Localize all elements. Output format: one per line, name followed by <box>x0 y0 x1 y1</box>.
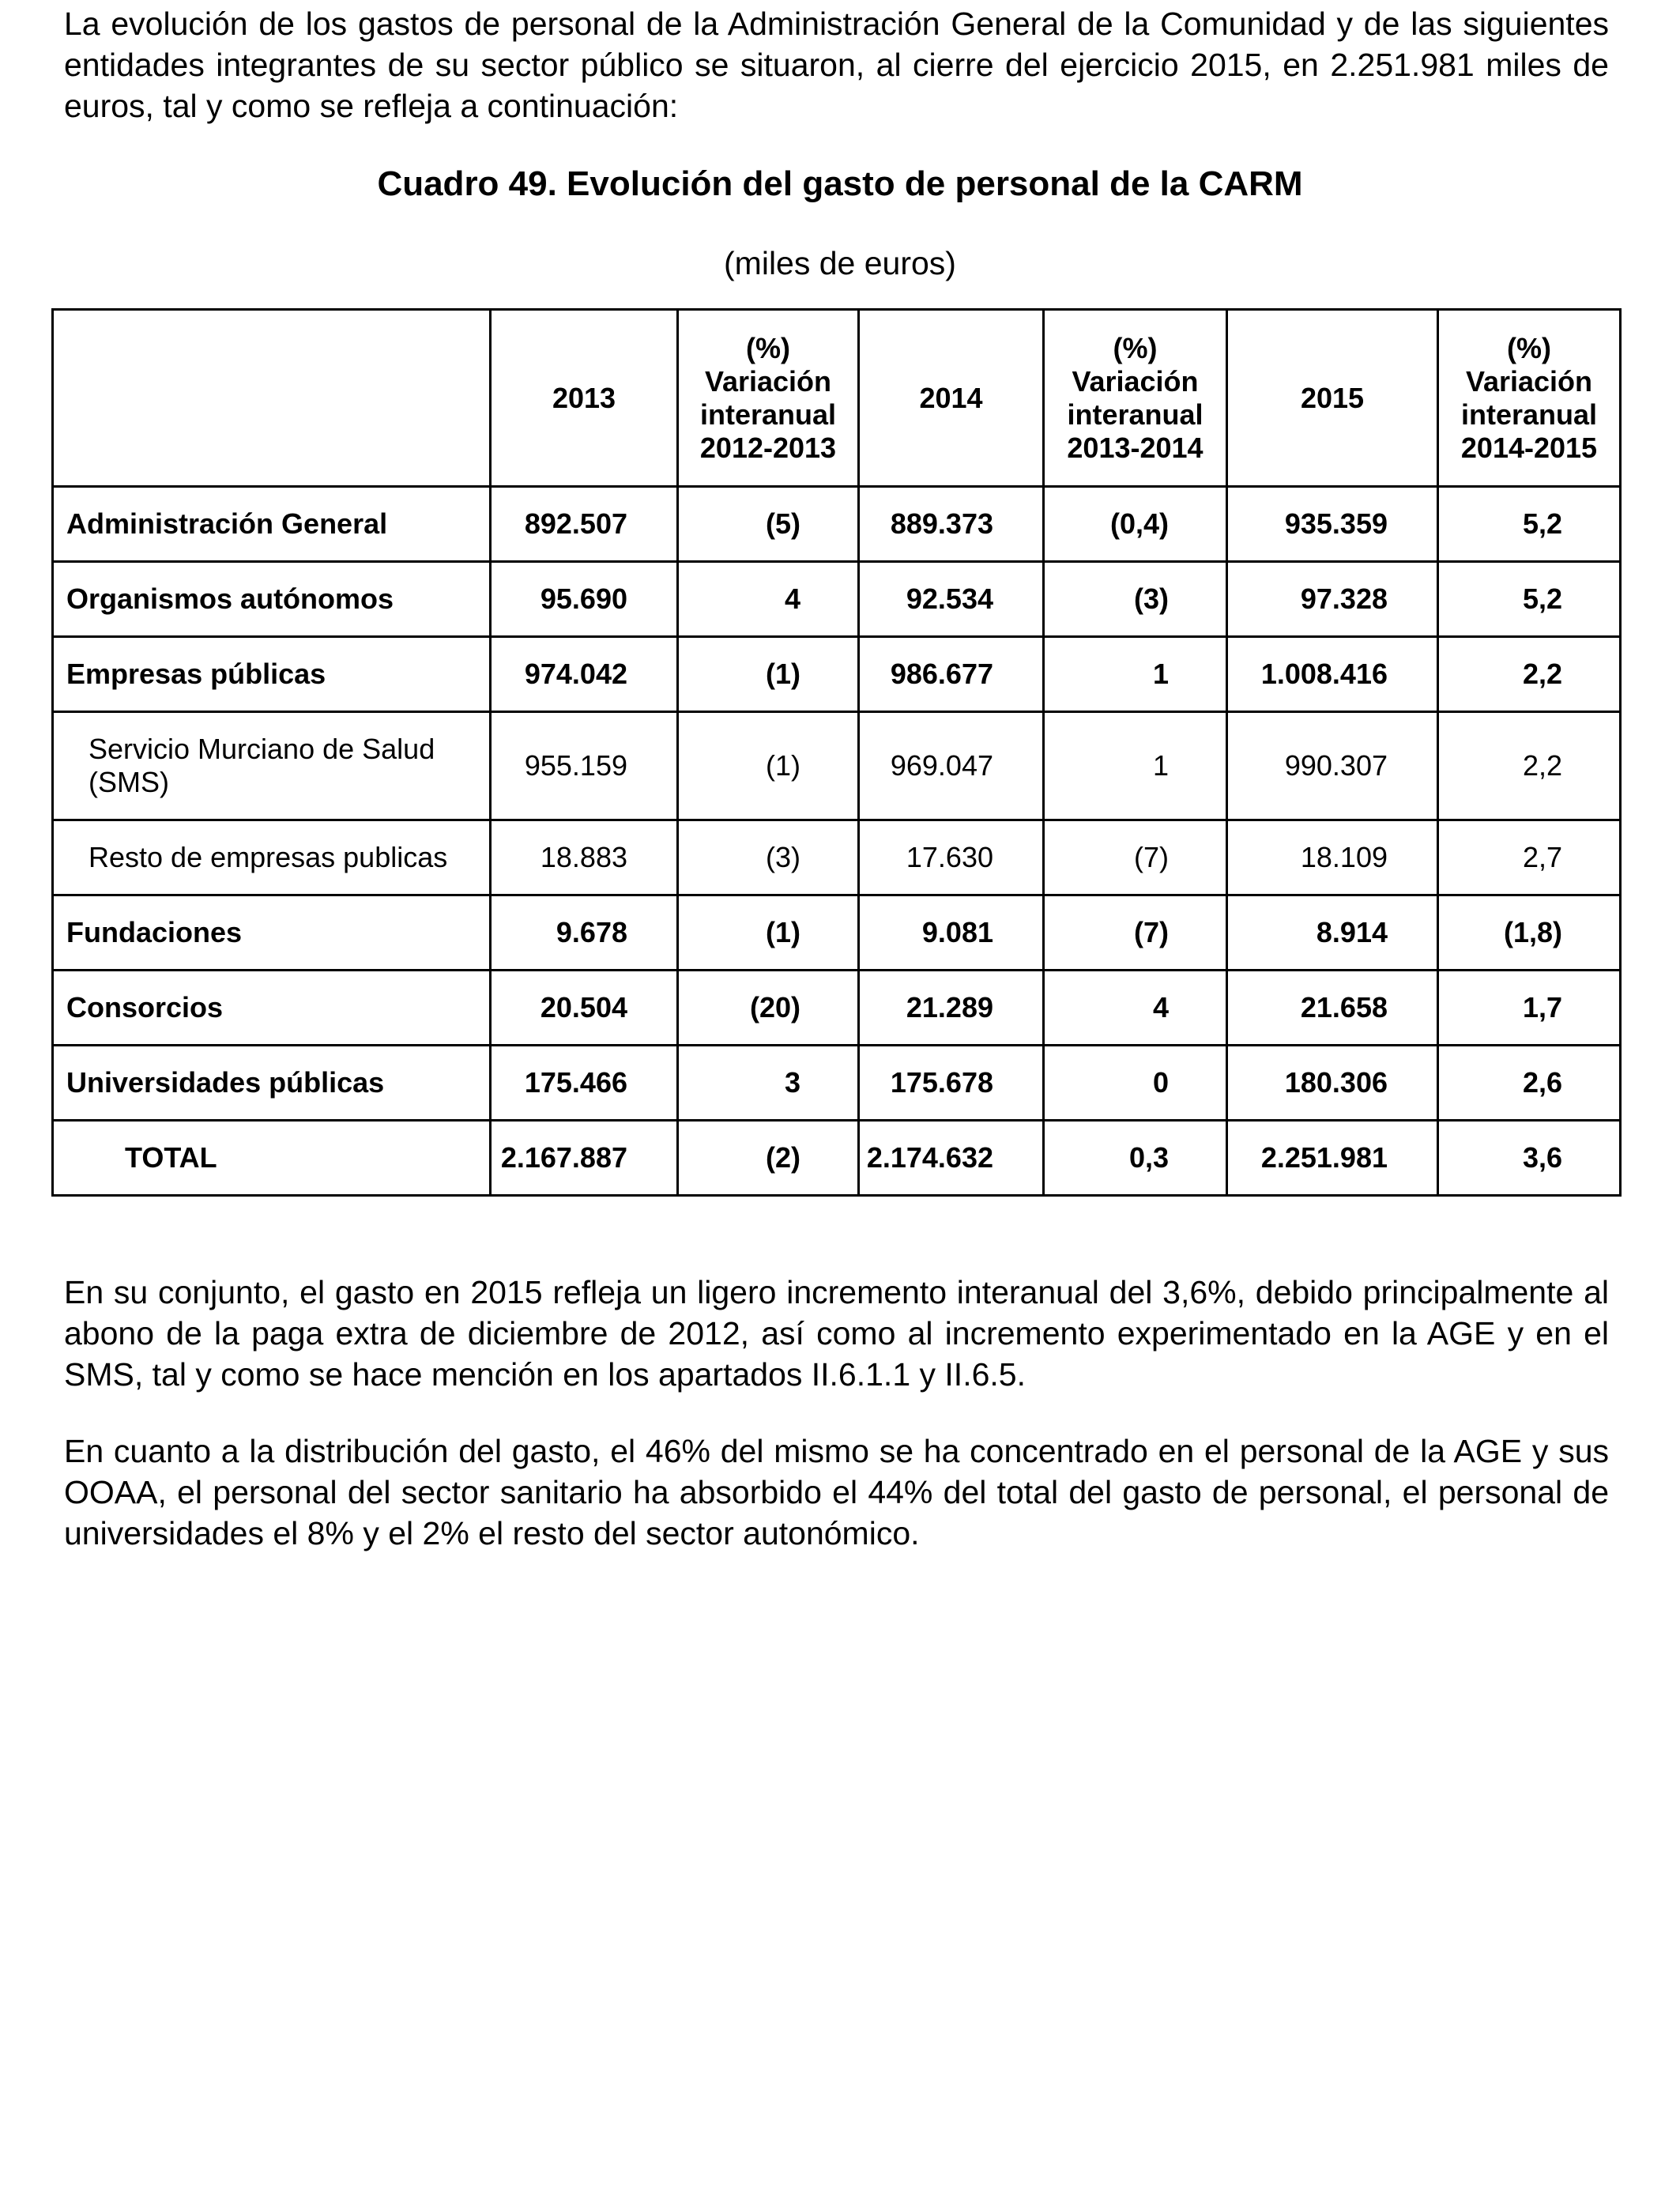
cell-2015: 2.251.981 <box>1227 1121 1438 1196</box>
row-label: Empresas públicas <box>53 637 491 712</box>
table-row <box>53 895 1621 971</box>
cell-var-2013-2014: (7) <box>1044 820 1227 895</box>
cell-var-2012-2013: (5) <box>678 487 859 562</box>
cell-2014: 175.678 <box>859 1046 1044 1121</box>
cell-2013: 95.690 <box>491 562 678 637</box>
header-2014: 2014 <box>859 310 1044 487</box>
cell-2013: 955.159 <box>491 712 678 820</box>
cell-var-2012-2013: (1) <box>678 637 859 712</box>
cell-2013: 18.883 <box>491 820 678 895</box>
header-var-line: 2014-2015 <box>1460 431 1598 464</box>
header-var-line: interanual <box>699 398 837 431</box>
cell-2013: 892.507 <box>491 487 678 562</box>
row-label: Servicio Murciano de Salud (SMS) <box>53 712 491 820</box>
cell-2014: 2.174.632 <box>859 1121 1044 1196</box>
cell-2014: 17.630 <box>859 820 1044 895</box>
cell-2015: 21.658 <box>1227 971 1438 1046</box>
cell-2015: 18.109 <box>1227 820 1438 895</box>
row-label: Administración General <box>53 487 491 562</box>
cell-var-2012-2013: (1) <box>678 712 859 820</box>
header-var-2014-2015 <box>1438 310 1621 487</box>
cell-var-2013-2014: 1 <box>1044 712 1227 820</box>
row-label: Fundaciones <box>53 895 491 971</box>
cell-var-2012-2013: (2) <box>678 1121 859 1196</box>
header-2013: 2013 <box>491 310 678 487</box>
row-label: TOTAL <box>53 1121 491 1196</box>
header-var-line: interanual <box>1460 398 1598 431</box>
cell-2015: 97.328 <box>1227 562 1438 637</box>
cell-2014: 92.534 <box>859 562 1044 637</box>
table-row <box>53 712 1621 820</box>
table-row <box>53 562 1621 637</box>
header-entity <box>53 310 491 487</box>
cell-2015: 8.914 <box>1227 895 1438 971</box>
cell-var-2013-2014: 4 <box>1044 971 1227 1046</box>
table-row <box>53 820 1621 895</box>
cell-2015: 1.008.416 <box>1227 637 1438 712</box>
cell-var-2012-2013: (3) <box>678 820 859 895</box>
table-units: (miles de euros) <box>724 245 956 281</box>
cell-var-2014-2015: 2,7 <box>1438 820 1621 895</box>
cell-var-2013-2014: (3) <box>1044 562 1227 637</box>
header-var-line: (%) <box>746 331 790 364</box>
cell-2014: 889.373 <box>859 487 1044 562</box>
cell-2014: 21.289 <box>859 971 1044 1046</box>
cell-var-2012-2013: 3 <box>678 1046 859 1121</box>
cell-2013: 974.042 <box>491 637 678 712</box>
cell-var-2013-2014: (7) <box>1044 895 1227 971</box>
row-label: Resto de empresas publicas <box>53 820 491 895</box>
cell-var-2014-2015: 2,2 <box>1438 637 1621 712</box>
header-row <box>53 310 1621 487</box>
header-var-2013-2014 <box>1044 310 1227 487</box>
header-var-line: interanual <box>1067 398 1203 431</box>
cell-2013: 175.466 <box>491 1046 678 1121</box>
row-label: Consorcios <box>53 971 491 1046</box>
cell-var-2014-2015: 1,7 <box>1438 971 1621 1046</box>
row-label: Organismos autónomos <box>53 562 491 637</box>
cell-var-2013-2014: 0,3 <box>1044 1121 1227 1196</box>
total-row <box>53 1121 1621 1196</box>
header-var-line: Variación <box>1072 364 1199 398</box>
distribution-paragraph: En cuanto a la distribución del gasto, el 46% del mismo se ha concentrado en el personal de la AGE y sus OOAA, el personal del sector sanitario ha absorbido el 44% del total del gasto de personal, el personal de universidades el 8% y el 2% el resto del sector autonómico. <box>64 1433 1609 1551</box>
table-row <box>53 637 1621 712</box>
header-var-line: Variación <box>1465 364 1593 398</box>
cell-var-2014-2015: 3,6 <box>1438 1121 1621 1196</box>
cell-var-2013-2014: 1 <box>1044 637 1227 712</box>
header-var-line: (%) <box>1507 331 1551 364</box>
header-var-line: (%) <box>1113 331 1158 364</box>
cell-var-2012-2013: 4 <box>678 562 859 637</box>
header-var-line: 2013-2014 <box>1067 431 1203 464</box>
cell-var-2012-2013: (1) <box>678 895 859 971</box>
table-row <box>53 971 1621 1046</box>
intro-paragraph: La evolución de los gastos de personal de la Administración General de la Comunidad y de las siguientes entidades integrantes de su sector público se situaron, al cierre del ejercicio 2015, en 2.251.981 miles de euros, tal y como se refleja a continuación: <box>64 6 1609 124</box>
cell-2014: 969.047 <box>859 712 1044 820</box>
header-var-line: Variación <box>704 364 832 398</box>
cell-var-2013-2014: (0,4) <box>1044 487 1227 562</box>
cell-var-2014-2015: 2,2 <box>1438 712 1621 820</box>
personnel-expense-table <box>51 308 1622 1197</box>
table-title: Cuadro 49. Evolución del gasto de personal de la CARM <box>377 164 1303 203</box>
cell-2015: 990.307 <box>1227 712 1438 820</box>
cell-var-2013-2014: 0 <box>1044 1046 1227 1121</box>
row-label: Universidades públicas <box>53 1046 491 1121</box>
cell-2013: 9.678 <box>491 895 678 971</box>
cell-2015: 935.359 <box>1227 487 1438 562</box>
cell-var-2014-2015: 5,2 <box>1438 487 1621 562</box>
summary-paragraph: En su conjunto, el gasto en 2015 refleja un ligero incremento interanual del 3,6%, debido principalmente al abono de la paga extra de diciembre de 2012, así como al incremento experimentado en la AGE y en el SMS, tal y como se hace mención en los apartados II.6.1.1 y II.6.5. <box>64 1274 1609 1393</box>
cell-var-2014-2015: 2,6 <box>1438 1046 1621 1121</box>
table-row <box>53 1046 1621 1121</box>
cell-2013: 20.504 <box>491 971 678 1046</box>
header-var-line: 2012-2013 <box>699 431 837 464</box>
cell-2014: 986.677 <box>859 637 1044 712</box>
cell-2014: 9.081 <box>859 895 1044 971</box>
table-row <box>53 487 1621 562</box>
header-2015: 2015 <box>1227 310 1438 487</box>
cell-var-2014-2015: 5,2 <box>1438 562 1621 637</box>
cell-2013: 2.167.887 <box>491 1121 678 1196</box>
header-var-2012-2013 <box>678 310 859 487</box>
cell-var-2012-2013: (20) <box>678 971 859 1046</box>
cell-var-2014-2015: (1,8) <box>1438 895 1621 971</box>
cell-2015: 180.306 <box>1227 1046 1438 1121</box>
